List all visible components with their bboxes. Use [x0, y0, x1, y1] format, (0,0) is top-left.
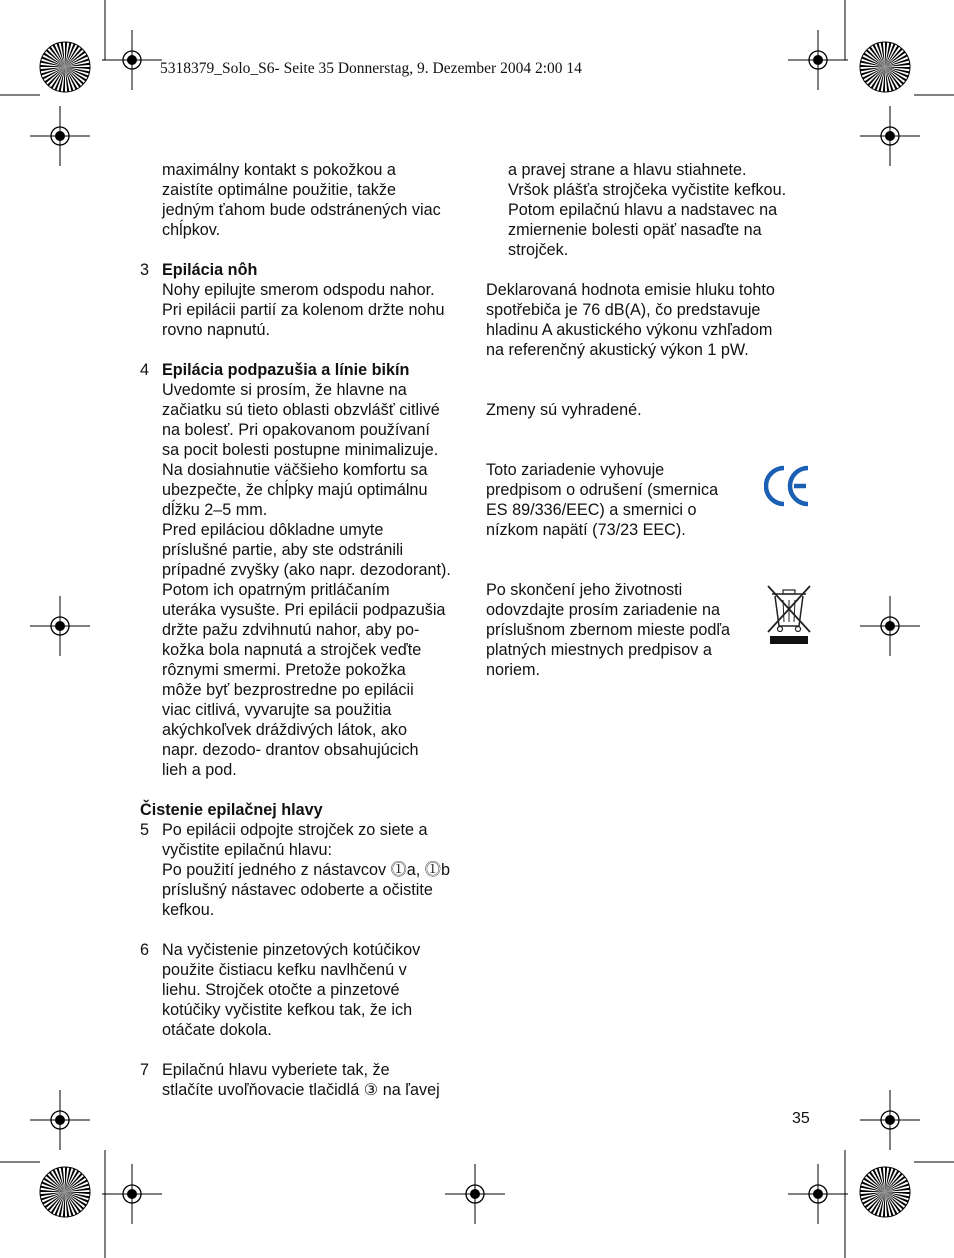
ce-mark-icon [764, 464, 812, 508]
disposal-text: Po skončení jeho životnosti odovzdajte prosím zariadenie na príslušnom zbernom mieste podľa platných miestnych predpisov a noriem. [486, 581, 731, 679]
section-heading-cleaning: Čistenie epilačnej hlavy [140, 801, 323, 819]
step-number: 7 [140, 1061, 150, 1079]
registration-mark-icon [788, 30, 848, 90]
step-title: Epilácia nôh [162, 261, 258, 279]
registration-mark-icon [102, 30, 162, 90]
step-4: 4 Epilácia podpazušia a línie bikín Uvedomte si prosím, že hlavne na začiatku sú tieto oblasti obzvlášť citlivé na bolesť. Pri opakovanom používaní sa pocit bolesti postupne minimalizuje. Na dosiahnutie väčšieho komfortu sa ubezpečte, že chĺpky majú optimálnu dĺžku 2–5 mm. Pred epiláciou dôkladne umyte príslušné partie, aby ste odstránili prípadné zvyšky (ako napr. dezodorant). Potom ich opatrným pritláčaním uteráka vysušte. Pri epilácii podpazušia držte pažu zdvihnutú nahor, aby po- kožka bola napnutá a strojček veďte rôznymi smermi. Pretože pokožka môže byť bezprostredne po epilácii viac citlivá, vyvarujte sa použitia akýchkoľvek dráždivých látok, ako napr. dezodo- drantov obsahujúcich lieh a pod. [140, 360, 470, 780]
registration-mark-icon [30, 596, 90, 656]
registration-mark-icon [30, 1090, 90, 1150]
crossed-bin-icon [766, 584, 812, 648]
intro-paragraph: maximálny kontakt s pokožkou a zaistíte optimálne použitie, takže jedným ťahom bude odstránených viac chĺpkov. [162, 161, 441, 239]
changes-reserved: Zmeny sú vyhradené. [486, 401, 642, 419]
continuation-paragraph: a pravej strane a hlavu stiahnete. Vršok plášťa strojčeka vyčistite kefkou. Potom epilačnú hlavu a nadstavec na zmiernenie bolesti opäť nasaďte na strojček. [508, 161, 787, 259]
print-header: 5318379_Solo_S6- Seite 35 Donnerstag, 9. Dezember 2004 2:00 14 [160, 60, 582, 77]
registration-mark-icon [788, 1164, 848, 1224]
registration-mark-icon [860, 596, 920, 656]
step-number: 3 [140, 261, 150, 279]
starburst-target-icon [860, 1167, 910, 1217]
registration-mark-icon [30, 106, 90, 166]
noise-declaration: Deklarovaná hodnota emisie hluku tohto spotřebiča je 76 dB(A), čo predstavuje hladinu A akustického výkonu vzhľadom na referenčný akustický výkon 1 pW. [486, 281, 775, 359]
step-number: 5 [140, 821, 150, 839]
starburst-target-icon [40, 1167, 90, 1217]
registration-mark-icon [102, 1164, 162, 1224]
step-3: 3 Epilácia nôh Nohy epilujte smerom odspodu nahor. Pri epilácii partií za kolenom držte nohu rovno napnutú. [140, 260, 470, 340]
starburst-target-icon [40, 42, 90, 92]
starburst-target-icon [860, 42, 910, 92]
step-number: 6 [140, 941, 150, 959]
step-7: 7 Epilačnú hlavu vyberiete tak, že stlačíte uvoľňovacie tlačidlá ③ na ľavej [140, 1061, 440, 1099]
step-5: 5 Po epilácii odpojte strojček zo siete a vyčistite epilačnú hlavu: Po použití jedného z nástavcov ⓵a, ⓵b príslušný nástavec odoberte a očistite kefkou. [140, 821, 450, 919]
page-number: 35 [792, 1110, 810, 1127]
registration-mark-icon [860, 1090, 920, 1150]
left-column [140, 160, 470, 1100]
step-6: 6 Na vyčistenie pinzetových kotúčikov použite čistiacu kefku navlhčenú v liehu. Strojček otočte a pinzetové kotúčiky vyčistite kefkou tak, že ich otáčate dokola. [140, 941, 421, 1039]
ce-compliance-text: Toto zariadenie vyhovuje predpisom o odrušení (smernica ES 89/336/EEC) a smernici o nízkom napätí (73/23 EEC). [486, 461, 719, 539]
registration-mark-icon [860, 106, 920, 166]
step-number: 4 [140, 361, 150, 379]
registration-mark-icon [445, 1164, 505, 1224]
step-title: Epilácia podpazušia a línie bikín [162, 361, 410, 379]
